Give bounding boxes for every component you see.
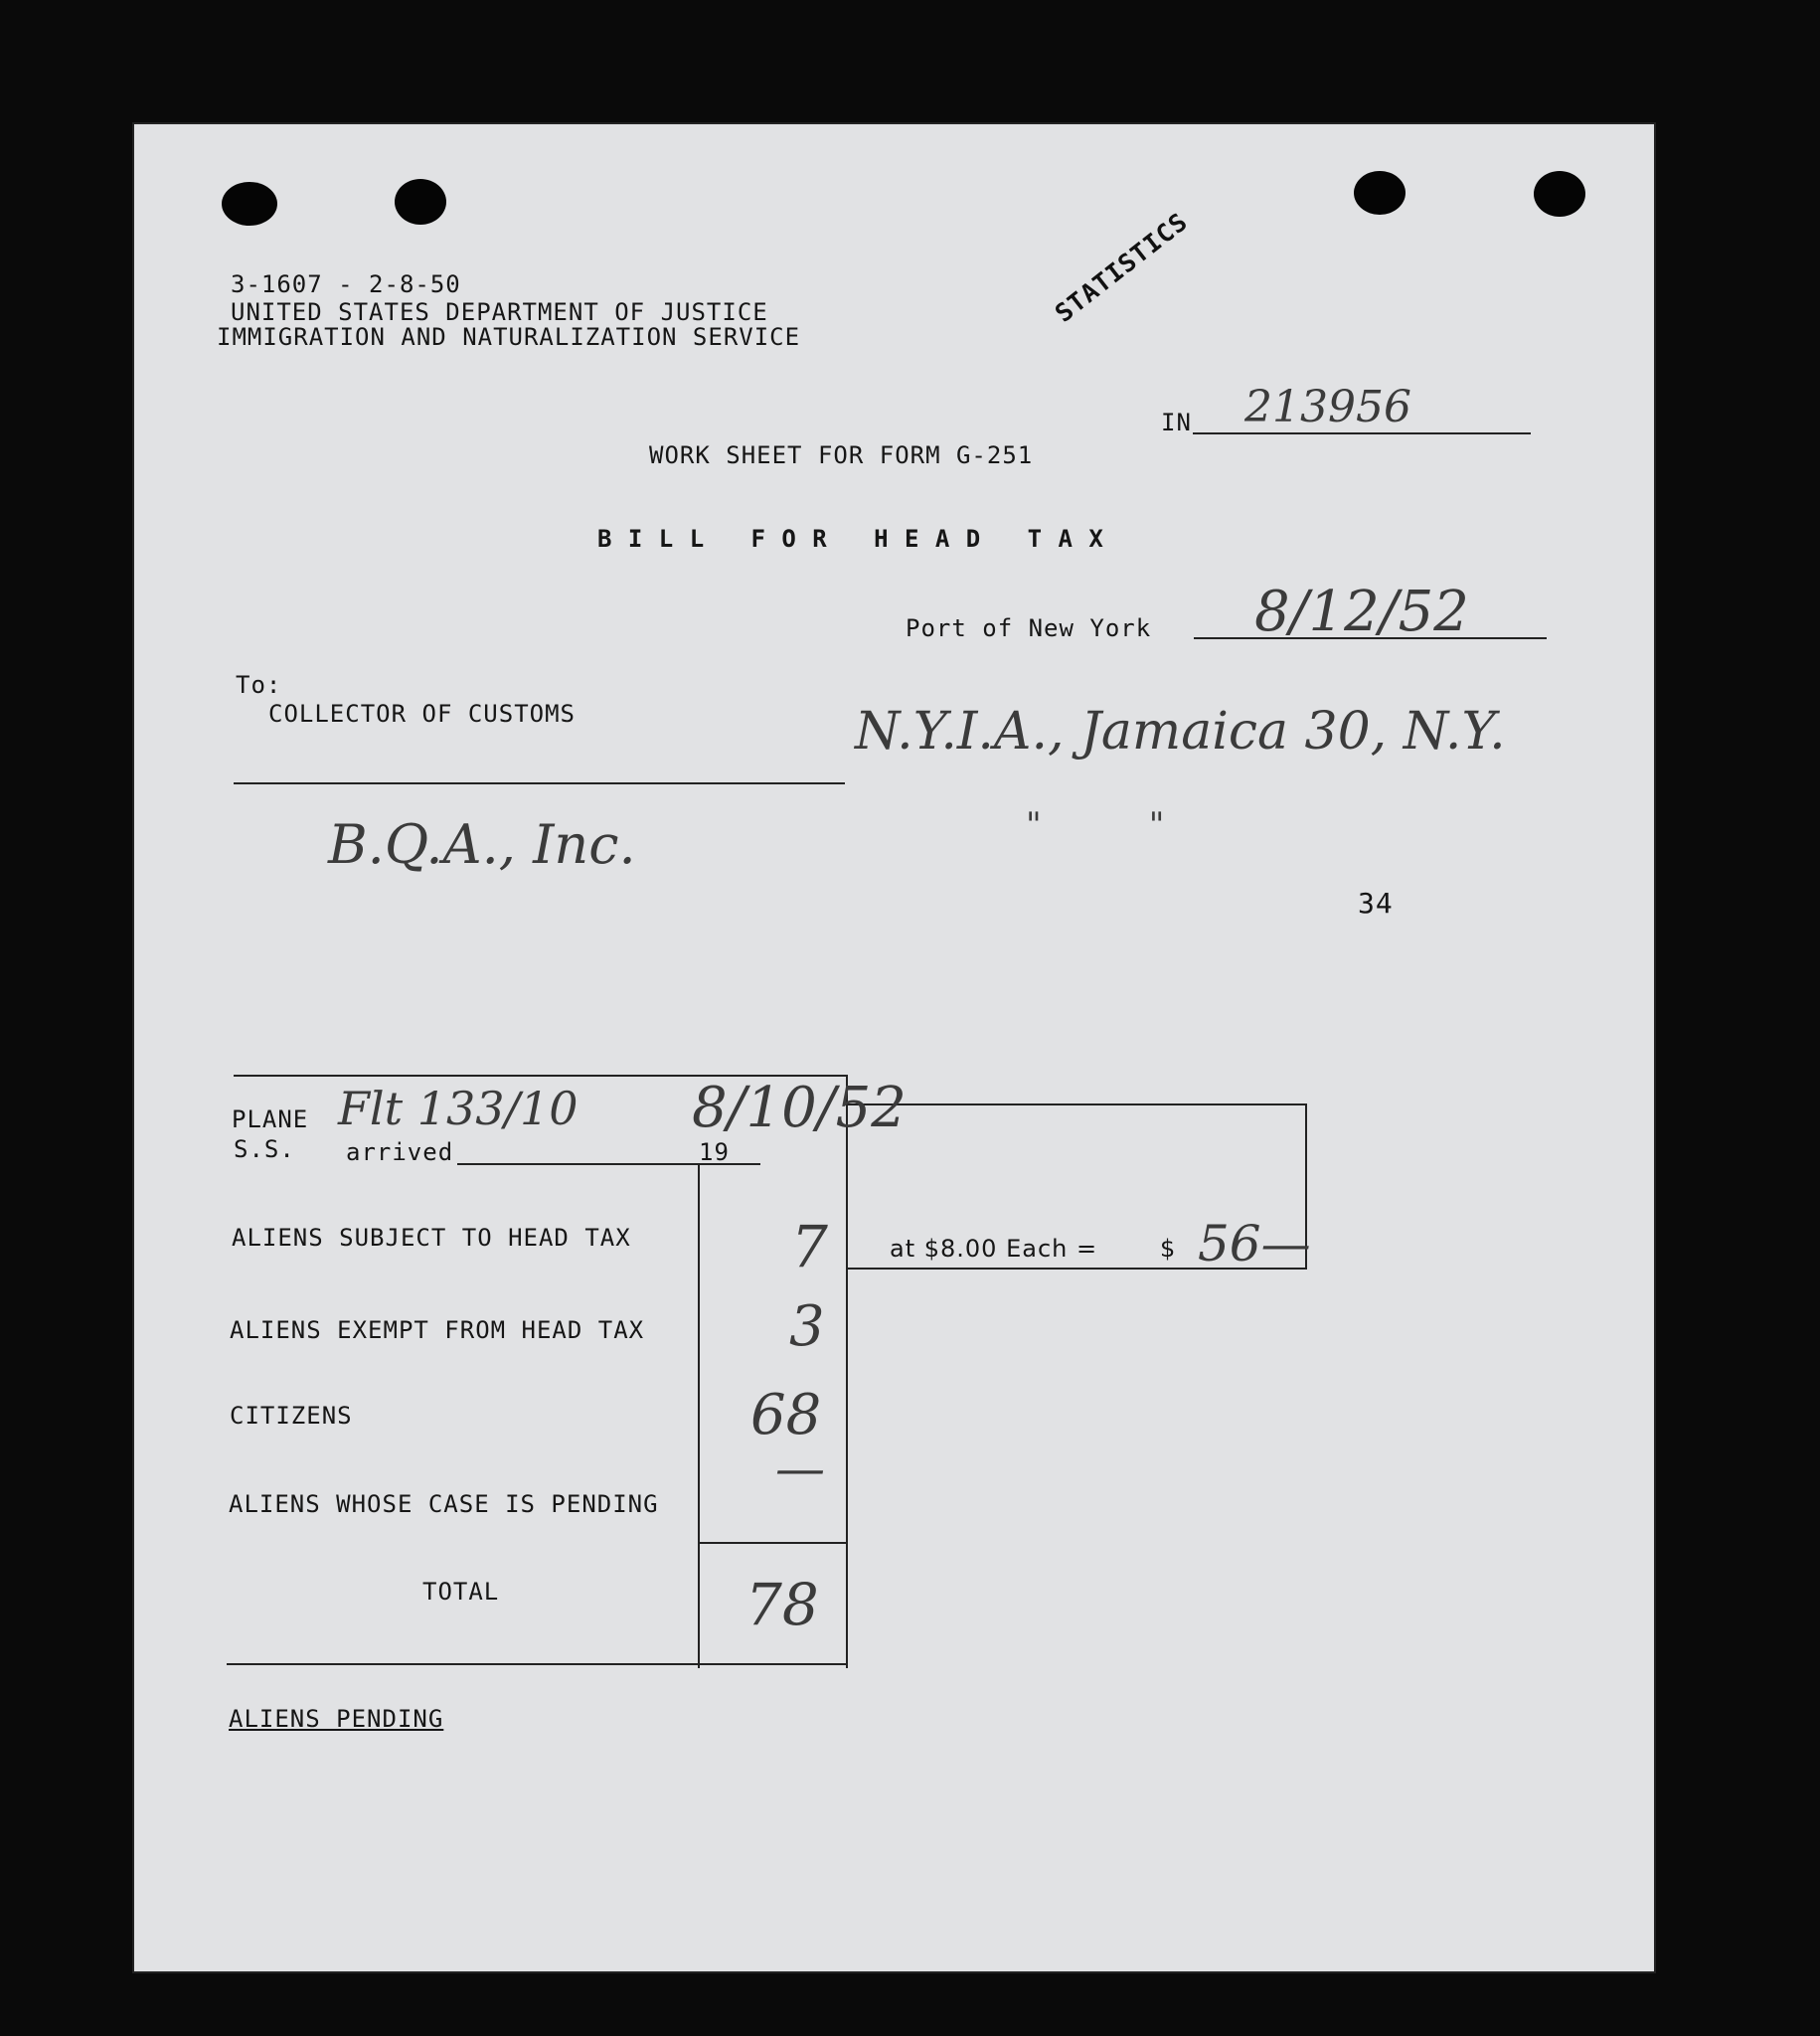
rate-text: at $8.00 Each = [890,1235,1098,1263]
bill-title: B I L L F O R H E A D T A X [597,525,1104,553]
statistics-stamp: STATISTICS [1050,207,1194,328]
in-label: IN [1161,409,1192,436]
arrival-date: 8/10/52 [692,1076,907,1140]
page-number: 34 [1358,887,1394,920]
port-label: Port of New York [906,614,1152,642]
department-name: UNITED STATES DEPARTMENT OF JUSTICE [231,298,768,326]
company-name: B.Q.A., Inc. [328,813,636,876]
row-label-citizens: CITIZENS [230,1402,353,1430]
arrived-label: arrived [346,1138,454,1166]
aliens-pending-label: ALIENS PENDING [229,1705,444,1733]
punch-hole [1354,171,1406,215]
arrived-underline [457,1163,699,1165]
total-value: 78 [745,1571,819,1638]
row-value-pending: — [775,1440,825,1497]
table-bottom-line [227,1663,848,1665]
service-name: IMMIGRATION AND NATURALIZATION SERVICE [217,323,801,351]
row-value-exempt: 3 [789,1294,825,1359]
collector-underline [234,782,845,784]
collector-location: N.Y.I.A., Jamaica 30, N.Y. [855,702,1506,762]
total-label: TOTAL [422,1578,500,1606]
collector-label: COLLECTOR OF CUSTOMS [268,700,576,728]
in-number-underline [1193,432,1531,434]
table-right-border [846,1075,848,1668]
flight-number: Flt 133/10 [338,1082,579,1135]
worksheet-title: WORK SHEET FOR FORM G-251 [649,441,1034,469]
row-value-citizens: 68 [750,1383,822,1447]
punch-hole [395,179,446,225]
form-number: 3-1607 - 2-8-50 [231,270,461,298]
row-label-pending: ALIENS WHOSE CASE IS PENDING [229,1490,659,1518]
value-column-divider [698,1163,700,1668]
total-top-line [699,1542,848,1544]
port-date: 8/12/52 [1254,580,1469,644]
row-label-subject: ALIENS SUBJECT TO HEAD TAX [232,1224,631,1252]
to-label: To: [236,671,282,699]
year-prefix: 19 [699,1138,730,1166]
punch-hole [1534,171,1585,217]
plane-label: PLANE [232,1105,309,1133]
punch-hole [222,182,277,226]
row-label-exempt: ALIENS EXEMPT FROM HEAD TAX [230,1316,645,1344]
ditto-marks: " " [1026,805,1165,845]
tax-amount: 56— [1198,1215,1311,1272]
dollar-sign: $ [1160,1235,1177,1263]
row-value-subject: 7 [791,1213,828,1280]
rate-box-top [848,1103,1307,1105]
in-number: 213956 [1244,382,1411,432]
ss-label: S.S. [234,1135,295,1163]
document-page [132,122,1656,1973]
